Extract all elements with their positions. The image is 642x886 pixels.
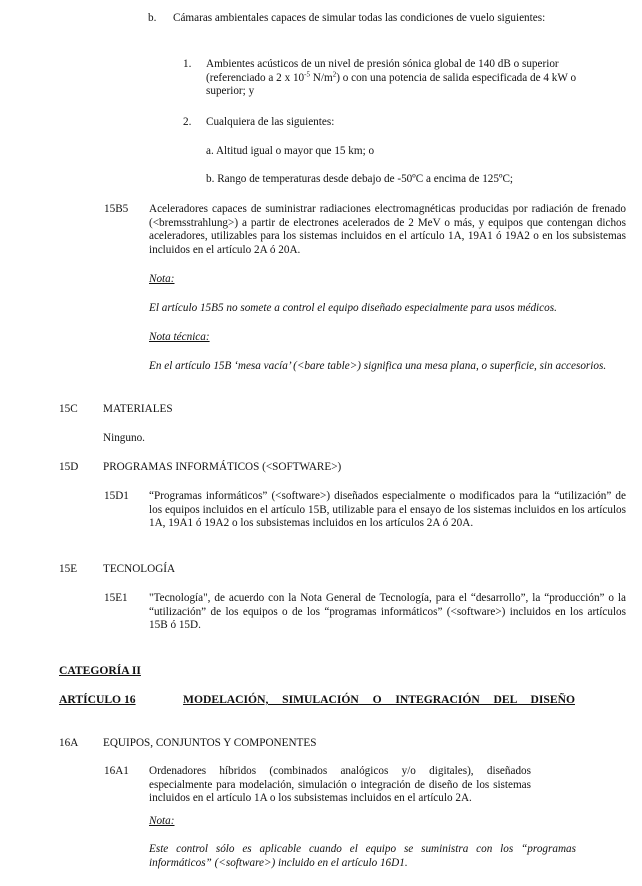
item-b1-line3: superior; y [206,85,255,98]
item-b1-line2-post: ) o con una potencia de salida especificada de 4 kW o [336,71,577,84]
item-b1-number: 1. [183,58,192,70]
item-15D1-code: 15D1 [104,490,129,502]
technical-note-label: Nota técnica: [149,331,210,343]
item-15D1-text: “Programas informáticos” (<software>) diseñados especialmente o modificados para la “utilización” de los equipos incluidos en el artículo 15B, utilizable para el ensayo de los sistemas incluidos en los artículos 1A, 19A1 ó 19A2 o los subsistemas incluidos en los artículos 2A ó 20A. [149,490,626,530]
item-16A1-code: 16A1 [104,765,129,777]
technical-note-text: En el artículo 15B ‘mesa vacía’ (<bare table>) significa una mesa plana, o superficie, sin accesorios. [149,360,607,372]
note-15B5-text: El artículo 15B5 no somete a control el equipo diseñado especialmente para usos médicos. [149,302,557,314]
note-16A1-text: Este control sólo es aplicable cuando el equipo se suministra con los “programas informáticos” (<software>) incluido en el artículo 16D1. [149,843,576,869]
item-b2-number: 2. [183,116,192,128]
item-b1-exponent: -5 [304,69,310,78]
section-15C-title: MATERIALES [103,403,173,415]
section-15D-code: 15D [59,461,79,473]
section-15C-code: 15C [59,403,78,415]
section-16A-code: 16A [59,737,79,749]
item-16A1-text: Ordenadores híbridos (combinados analógicos y/o digitales), diseñados especialmente para modelación, simulación o integración de diseño de los sistemas incluidos en el artículo 1A o los subsistemas incluidos en el artículo 2A. [149,765,531,805]
section-15D-title: PROGRAMAS INFORMÁTICOS (<SOFTWARE>) [103,461,342,473]
item-b1-line2-mid: N/m [310,71,333,84]
note-16A1-label: Nota: [149,815,175,827]
section-15E-title: TECNOLOGÍA [103,563,176,575]
item-15E1-text: "Tecnología", de acuerdo con la Nota General de Tecnología, para el “desarrollo”, la “producción” o la “utilización” de los equipos o de los “programas informáticos” (<software>) incluidos en los artículos 15B ó 15D. [149,592,626,632]
item-15B5-code: 15B5 [104,203,129,215]
item-b2a-text: a. Altitud igual o mayor que 15 km; o [206,145,375,157]
item-b1-unit-exponent: 2 [332,69,337,78]
item-15B5-text: Aceleradores capaces de suministrar radiaciones electromagnéticas producidas por radiación de frenado (<bremsstrahlung>) a partir de electrones acelerados de 2 MeV o más, y equipos que contengan dichos aceleradores, utilizables para los sistemas incluidos en el artículo 1A, 19A1 ó 19A2 o en los subsistemas incluidos en el artículo 2A ó 20A. [149,203,626,256]
article-16-title: MODELACIÓN, SIMULACIÓN O INTEGRACIÓN DEL DISEÑO [183,693,575,706]
section-15C-body: Ninguno. [103,432,145,444]
section-15E-code: 15E [59,563,78,575]
item-b1-line2-pre: (referenciado a 2 x 10 [206,71,305,84]
category-heading: CATEGORÍA II [59,664,141,677]
article-16-label: ARTÍCULO 16 [59,693,136,706]
section-16A-title: EQUIPOS, CONJUNTOS Y COMPONENTES [103,737,317,749]
item-b-letter: b. [148,12,157,24]
item-15E1-code: 15E1 [104,592,128,604]
item-b-text: Cámaras ambientales capaces de simular todas las condiciones de vuelo siguientes: [173,12,546,24]
item-b2-text: Cualquiera de las siguientes: [206,116,335,128]
item-b2b-text: b. Rango de temperaturas desde debajo de -50ºC a encima de 125ºC; [206,173,514,185]
note-15B5-label: Nota: [149,273,175,285]
item-b1-line1: Ambientes acústicos de un nivel de presión sónica global de 140 dB o superior [206,58,559,70]
item-b1-text [206,58,632,99]
